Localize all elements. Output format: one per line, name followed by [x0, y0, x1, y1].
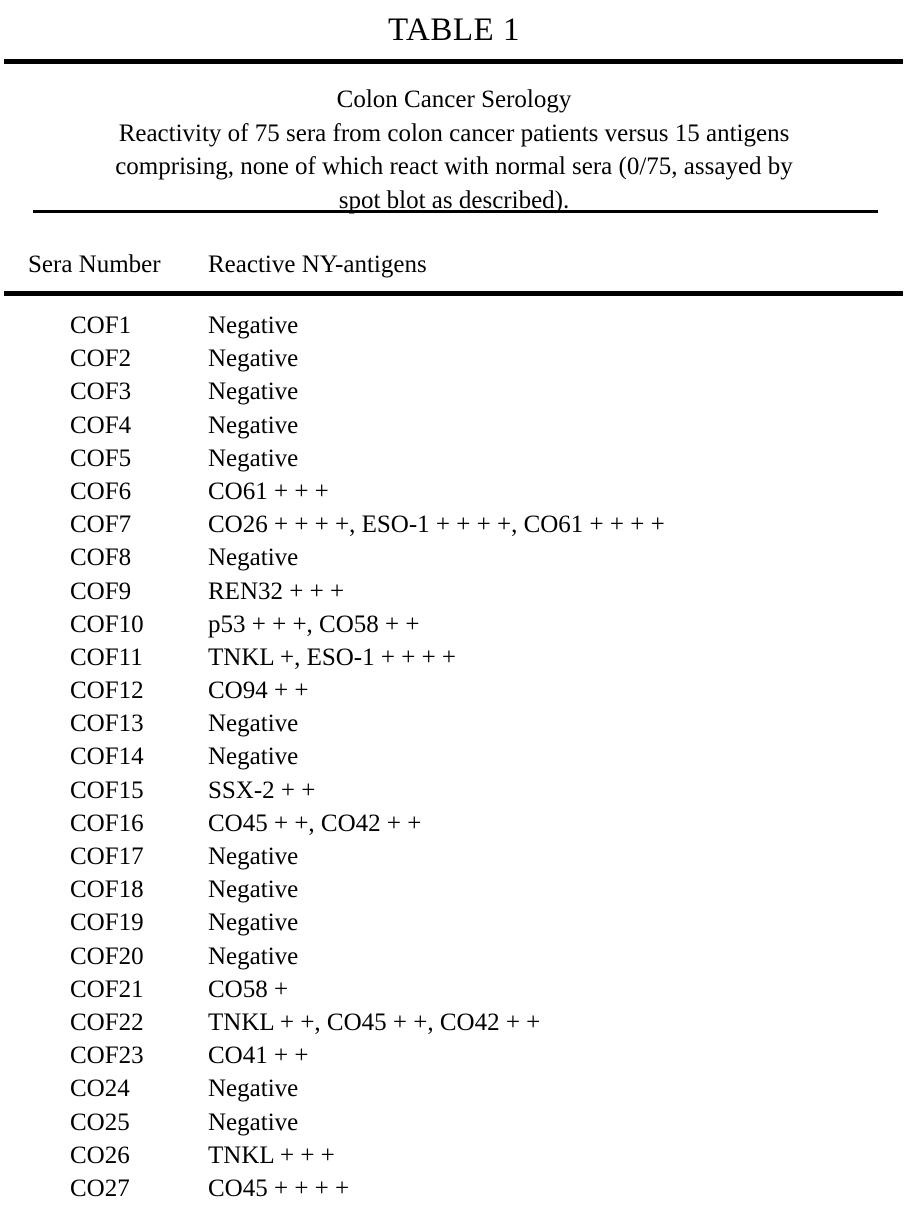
table-title: TABLE 1: [0, 10, 908, 50]
sera-number-cell: COF21: [70, 973, 144, 1006]
table-row: [0, 807, 908, 840]
reactive-antigens-cell: Negative: [208, 375, 298, 408]
sera-number-cell: COF2: [70, 342, 131, 375]
column-header-reactive-antigens: Reactive NY-antigens: [208, 248, 427, 281]
sera-number-cell: CO25: [70, 1106, 130, 1139]
reactive-antigens-cell: Negative: [208, 541, 298, 574]
table-row: [0, 973, 908, 1006]
table-row: [0, 840, 908, 873]
reactive-antigens-cell: CO41 + +: [208, 1039, 308, 1072]
sera-number-cell: CO27: [70, 1172, 130, 1205]
sera-number-cell: COF10: [70, 608, 144, 641]
caption-line: spot blot as described).: [30, 184, 878, 218]
reactive-antigens-cell: SSX-2 + +: [208, 774, 315, 807]
table-row: [0, 342, 908, 375]
table-row: [0, 1006, 908, 1039]
table-body: [0, 309, 908, 1205]
reactive-antigens-cell: Negative: [208, 906, 298, 939]
table-row: [0, 1039, 908, 1072]
table-row: [0, 740, 908, 773]
sera-number-cell: COF5: [70, 442, 131, 475]
sera-number-cell: COF1: [70, 309, 131, 342]
sera-number-cell: COF22: [70, 1006, 144, 1039]
table-row: [0, 674, 908, 707]
reactive-antigens-cell: CO58 +: [208, 973, 288, 1006]
sera-number-cell: COF4: [70, 409, 131, 442]
table-row: [0, 774, 908, 807]
reactive-antigens-cell: REN32 + + +: [208, 575, 344, 608]
table-caption: [30, 83, 878, 217]
sera-number-cell: COF19: [70, 906, 144, 939]
column-header-sera-number: Sera Number: [28, 248, 161, 281]
caption-line: Colon Cancer Serology: [30, 83, 878, 117]
sera-number-cell: COF23: [70, 1039, 144, 1072]
reactive-antigens-cell: TNKL + + +: [208, 1139, 335, 1172]
sera-number-cell: CO24: [70, 1072, 130, 1105]
reactive-antigens-cell: Negative: [208, 940, 298, 973]
table-row: [0, 375, 908, 408]
sera-number-cell: COF6: [70, 475, 131, 508]
reactive-antigens-cell: TNKL +, ESO-1 + + + +: [208, 641, 456, 674]
sera-number-cell: COF9: [70, 575, 131, 608]
reactive-antigens-cell: CO45 + + + +: [208, 1172, 349, 1205]
reactive-antigens-cell: Negative: [208, 873, 298, 906]
caption-line: comprising, none of which react with normal sera (0/75, assayed by: [30, 150, 878, 184]
reactive-antigens-cell: Negative: [208, 1106, 298, 1139]
reactive-antigens-cell: CO94 + +: [208, 674, 308, 707]
table-row: [0, 608, 908, 641]
header-rule: [4, 291, 903, 296]
reactive-antigens-cell: Negative: [208, 342, 298, 375]
table-row: [0, 309, 908, 342]
sera-number-cell: COF16: [70, 807, 144, 840]
table-row: [0, 940, 908, 973]
table-row: [0, 1172, 908, 1205]
sera-number-cell: COF12: [70, 674, 144, 707]
reactive-antigens-cell: CO45 + +, CO42 + +: [208, 807, 421, 840]
table-row: [0, 508, 908, 541]
table-row: [0, 1106, 908, 1139]
table-row: [0, 409, 908, 442]
table-row: [0, 641, 908, 674]
sera-number-cell: COF3: [70, 375, 131, 408]
table-row: [0, 575, 908, 608]
table-row: [0, 906, 908, 939]
sera-number-cell: COF7: [70, 508, 131, 541]
table-row: [0, 1139, 908, 1172]
top-rule: [4, 59, 903, 64]
sera-number-cell: CO26: [70, 1139, 130, 1172]
caption-rule: [33, 210, 878, 213]
caption-line: Reactivity of 75 sera from colon cancer patients versus 15 antigens: [30, 117, 878, 151]
table-row: [0, 475, 908, 508]
reactive-antigens-cell: CO61 + + +: [208, 475, 329, 508]
sera-number-cell: COF8: [70, 541, 131, 574]
sera-number-cell: COF15: [70, 774, 144, 807]
reactive-antigens-cell: CO26 + + + +, ESO-1 + + + +, CO61 + + + +: [208, 508, 665, 541]
reactive-antigens-cell: Negative: [208, 409, 298, 442]
table-row: [0, 442, 908, 475]
sera-number-cell: COF14: [70, 740, 144, 773]
reactive-antigens-cell: Negative: [208, 1072, 298, 1105]
table-row: [0, 707, 908, 740]
reactive-antigens-cell: TNKL + +, CO45 + +, CO42 + +: [208, 1006, 540, 1039]
reactive-antigens-cell: Negative: [208, 740, 298, 773]
table-row: [0, 1072, 908, 1105]
reactive-antigens-cell: Negative: [208, 442, 298, 475]
reactive-antigens-cell: Negative: [208, 707, 298, 740]
sera-number-cell: COF18: [70, 873, 144, 906]
sera-number-cell: COF20: [70, 940, 144, 973]
reactive-antigens-cell: Negative: [208, 840, 298, 873]
reactive-antigens-cell: Negative: [208, 309, 298, 342]
reactive-antigens-cell: p53 + + +, CO58 + +: [208, 608, 419, 641]
sera-number-cell: COF11: [70, 641, 143, 674]
table-row: [0, 541, 908, 574]
sera-number-cell: COF17: [70, 840, 144, 873]
table-row: [0, 873, 908, 906]
sera-number-cell: COF13: [70, 707, 144, 740]
